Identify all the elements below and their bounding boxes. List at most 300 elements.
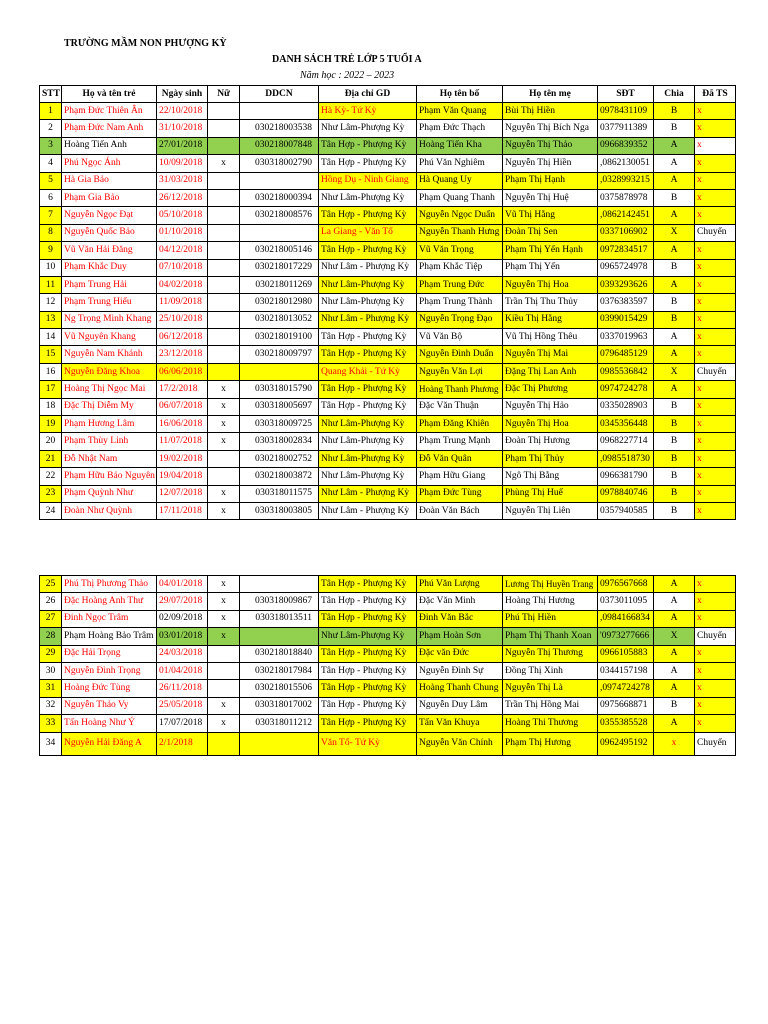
name-cell: Hoàng Thị Ngọc Mai bbox=[62, 381, 157, 398]
father-cell: Đỗ Văn Quân bbox=[417, 450, 503, 467]
dob-cell: 04/01/2018 bbox=[157, 576, 208, 593]
ddcn-cell: 030318015790 bbox=[240, 381, 319, 398]
mother-cell: Phạm Thị Yến bbox=[503, 259, 598, 276]
address-cell: Tân Hợp - Phượng Kỳ bbox=[319, 329, 417, 346]
father-cell: Đinh Văn Bắc bbox=[417, 610, 503, 627]
mother-cell: Kiều Thị Hằng bbox=[503, 311, 598, 328]
address-cell: Hà Kỳ- Tứ Kỳ bbox=[319, 103, 417, 120]
ddcn-cell: 030218018840 bbox=[240, 645, 319, 662]
ddcn-cell: 030318002790 bbox=[240, 155, 319, 172]
group-cell: B bbox=[654, 189, 695, 206]
address-cell: Như Lâm - Phượng Kỳ bbox=[319, 502, 417, 519]
status-cell: x bbox=[695, 294, 736, 311]
table-row bbox=[40, 593, 736, 610]
female-cell bbox=[208, 468, 240, 485]
father-cell: Phạm Đức Thạch bbox=[417, 120, 503, 137]
address-cell: Tân Hợp - Phượng Kỳ bbox=[319, 381, 417, 398]
mother-cell: Trần Thị Hồng Mai bbox=[503, 697, 598, 714]
status-cell: x bbox=[695, 189, 736, 206]
address-cell: Tân Hợp - Phượng Kỳ bbox=[319, 137, 417, 154]
ddcn-cell bbox=[240, 172, 319, 189]
stt-cell: 17 bbox=[40, 381, 62, 398]
phone-cell: ,0862130051 bbox=[598, 155, 654, 172]
phone-cell: 0972834517 bbox=[598, 242, 654, 259]
stt-cell: 5 bbox=[40, 172, 62, 189]
mother-cell: Phùng Thị Huế bbox=[503, 485, 598, 502]
female-cell bbox=[208, 680, 240, 697]
mother-cell: Nguyễn Thị Hoa bbox=[503, 276, 598, 293]
table-row bbox=[40, 697, 736, 714]
phone-cell: 0377911389 bbox=[598, 120, 654, 137]
father-cell: Đặc Văn Thuận bbox=[417, 398, 503, 415]
column-header: Nữ bbox=[208, 86, 240, 103]
phone-cell: 0966105883 bbox=[598, 645, 654, 662]
ddcn-cell: 030318002834 bbox=[240, 433, 319, 450]
mother-cell: Hoàng Thi Thương bbox=[503, 715, 598, 732]
dob-cell: 31/03/2018 bbox=[157, 172, 208, 189]
status-cell: x bbox=[695, 329, 736, 346]
female-cell bbox=[208, 242, 240, 259]
female-cell: x bbox=[208, 155, 240, 172]
table-row bbox=[40, 137, 736, 154]
status-cell: x bbox=[695, 485, 736, 502]
father-cell: Nguyễn Duy Lâm bbox=[417, 697, 503, 714]
table-row bbox=[40, 433, 736, 450]
ddcn-cell: 030318011575 bbox=[240, 485, 319, 502]
female-cell bbox=[208, 645, 240, 662]
address-cell: Như Lâm-Phượng Kỳ bbox=[319, 468, 417, 485]
column-header: SĐT bbox=[598, 86, 654, 103]
dob-cell: 19/02/2018 bbox=[157, 450, 208, 467]
ddcn-cell: 030218017229 bbox=[240, 259, 319, 276]
column-header: STT bbox=[40, 86, 62, 103]
table-row bbox=[40, 207, 736, 224]
name-cell: Hà Gia Bảo bbox=[62, 172, 157, 189]
group-cell: B bbox=[654, 450, 695, 467]
name-cell: Hoàng Đức Tùng bbox=[62, 680, 157, 697]
table-row bbox=[40, 224, 736, 241]
stt-cell: 6 bbox=[40, 189, 62, 206]
dob-cell: 07/10/2018 bbox=[157, 259, 208, 276]
name-cell: Phạm Thùy Linh bbox=[62, 433, 157, 450]
phone-cell: 0974724278 bbox=[598, 381, 654, 398]
female-cell: x bbox=[208, 697, 240, 714]
female-cell: x bbox=[208, 593, 240, 610]
stt-cell: 27 bbox=[40, 610, 62, 627]
group-cell: A bbox=[654, 276, 695, 293]
student-table-1 bbox=[39, 85, 736, 520]
mother-cell: Bùi Thị Hiền bbox=[503, 103, 598, 120]
table-row bbox=[40, 450, 736, 467]
column-header: Ngày sinh bbox=[157, 86, 208, 103]
stt-cell: 25 bbox=[40, 576, 62, 593]
ddcn-cell bbox=[240, 576, 319, 593]
stt-cell: 13 bbox=[40, 311, 62, 328]
column-header: Họ tên bố bbox=[417, 86, 503, 103]
phone-cell: 0985536842 bbox=[598, 363, 654, 380]
father-cell: Phạm Đức Tùng bbox=[417, 485, 503, 502]
ddcn-cell: 030218003538 bbox=[240, 120, 319, 137]
table-row bbox=[40, 645, 736, 662]
status-cell: Chuyển bbox=[695, 628, 736, 645]
group-cell: B bbox=[654, 311, 695, 328]
dob-cell: 26/12/2018 bbox=[157, 189, 208, 206]
name-cell: Phạm Trung Hiếu bbox=[62, 294, 157, 311]
group-cell: A bbox=[654, 242, 695, 259]
name-cell: Nguyễn Quốc Bảo bbox=[62, 224, 157, 241]
table-row bbox=[40, 120, 736, 137]
status-cell: x bbox=[695, 346, 736, 363]
father-cell: Tấn Văn Khuya bbox=[417, 715, 503, 732]
phone-cell: 0978840746 bbox=[598, 485, 654, 502]
address-cell: Tân Hợp - Phượng Kỳ bbox=[319, 346, 417, 363]
table-row bbox=[40, 680, 736, 697]
column-header: Chia bbox=[654, 86, 695, 103]
group-cell: A bbox=[654, 645, 695, 662]
mother-cell: Ngô Thị Bằng bbox=[503, 468, 598, 485]
name-cell: Đặc Hải Trọng bbox=[62, 645, 157, 662]
address-cell: Tân Hợp - Phượng Kỳ bbox=[319, 242, 417, 259]
dob-cell: 24/03/2018 bbox=[157, 645, 208, 662]
ddcn-cell: 030218009797 bbox=[240, 346, 319, 363]
status-cell: x bbox=[695, 137, 736, 154]
ddcn-cell: 030218013052 bbox=[240, 311, 319, 328]
name-cell: Nguyễn Đình Trọng bbox=[62, 662, 157, 679]
group-cell: X bbox=[654, 363, 695, 380]
father-cell: Nguyễn Trọng Đạo bbox=[417, 311, 503, 328]
name-cell: Phạm Hữu Bảo Nguyên bbox=[62, 468, 157, 485]
ddcn-cell bbox=[240, 103, 319, 120]
female-cell bbox=[208, 103, 240, 120]
name-cell: Nguyễn Thảo Vy bbox=[62, 697, 157, 714]
mother-cell: Đoàn Thị Sen bbox=[503, 224, 598, 241]
phone-cell: 0966381790 bbox=[598, 468, 654, 485]
ddcn-cell: 030318009725 bbox=[240, 416, 319, 433]
father-cell: Phú Văn Lượng bbox=[417, 576, 503, 593]
name-cell: Phú Thị Phương Thảo bbox=[62, 576, 157, 593]
name-cell: Đinh Ngọc Trâm bbox=[62, 610, 157, 627]
address-cell: Văn Tố- Tứ Kỳ bbox=[319, 732, 417, 755]
dob-cell: 25/10/2018 bbox=[157, 311, 208, 328]
column-header: DDCN bbox=[240, 86, 319, 103]
mother-cell: Phú Thị Hiền bbox=[503, 610, 598, 627]
mother-cell: Đồng Thị Xinh bbox=[503, 662, 598, 679]
stt-cell: 15 bbox=[40, 346, 62, 363]
name-cell: Phú Ngọc Ánh bbox=[62, 155, 157, 172]
status-cell: x bbox=[695, 242, 736, 259]
mother-cell: Nguyễn Thị Mai bbox=[503, 346, 598, 363]
address-cell: Tân Hợp - Phượng Kỳ bbox=[319, 697, 417, 714]
student-table-2 bbox=[39, 575, 736, 756]
father-cell: Nguyễn Ngọc Duẩn bbox=[417, 207, 503, 224]
group-cell: A bbox=[654, 381, 695, 398]
mother-cell: Nguyễn Thị Bích Nga bbox=[503, 120, 598, 137]
dob-cell: 17/2/2018 bbox=[157, 381, 208, 398]
phone-cell: 0355385528 bbox=[598, 715, 654, 732]
father-cell: Phạm Đăng Khiên bbox=[417, 416, 503, 433]
phone-cell: '0973277666 bbox=[598, 628, 654, 645]
address-cell: Như Lâm-Phượng Kỳ bbox=[319, 433, 417, 450]
phone-cell: 0399015429 bbox=[598, 311, 654, 328]
address-cell: Tân Hợp - Phượng Kỳ bbox=[319, 593, 417, 610]
mother-cell: Nguyễn Thị Liên bbox=[503, 502, 598, 519]
stt-cell: 20 bbox=[40, 433, 62, 450]
father-cell: Hà Quang Uy bbox=[417, 172, 503, 189]
address-cell: Tân Hợp - Phượng Kỳ bbox=[319, 680, 417, 697]
phone-cell: 0978431109 bbox=[598, 103, 654, 120]
name-cell: Phạm Khắc Duy bbox=[62, 259, 157, 276]
ddcn-cell: 030318009867 bbox=[240, 593, 319, 610]
mother-cell: Nguyễn Thị Hảo bbox=[503, 398, 598, 415]
name-cell: Nguyễn Hải Đăng A bbox=[62, 732, 157, 755]
dob-cell: 2/1/2018 bbox=[157, 732, 208, 755]
mother-cell: Trần Thị Thu Thủy bbox=[503, 294, 598, 311]
status-cell: x bbox=[695, 103, 736, 120]
female-cell bbox=[208, 363, 240, 380]
status-cell: x bbox=[695, 276, 736, 293]
stt-cell: 30 bbox=[40, 662, 62, 679]
school-name: TRƯỜNG MẦM NON PHƯỢNG KỲ bbox=[64, 38, 227, 49]
group-cell: B bbox=[654, 433, 695, 450]
ddcn-cell: 030218002752 bbox=[240, 450, 319, 467]
father-cell: Nguyễn Đình Duẩn bbox=[417, 346, 503, 363]
column-header: Họ tên mẹ bbox=[503, 86, 598, 103]
table-row bbox=[40, 259, 736, 276]
address-cell: Tân Hợp - Phượng Kỳ bbox=[319, 576, 417, 593]
name-cell: Ng Trọng Minh Khang bbox=[62, 311, 157, 328]
table-row bbox=[40, 242, 736, 259]
group-cell: X bbox=[654, 628, 695, 645]
dob-cell: 06/06/2018 bbox=[157, 363, 208, 380]
table-row bbox=[40, 189, 736, 206]
group-cell: A bbox=[654, 172, 695, 189]
stt-cell: 16 bbox=[40, 363, 62, 380]
group-cell: A bbox=[654, 715, 695, 732]
phone-cell: 0357940585 bbox=[598, 502, 654, 519]
dob-cell: 19/04/2018 bbox=[157, 468, 208, 485]
column-header: Địa chỉ GD bbox=[319, 86, 417, 103]
table-row bbox=[40, 610, 736, 627]
address-cell: Như Lâm-Phượng Kỳ bbox=[319, 276, 417, 293]
table-row bbox=[40, 502, 736, 519]
dob-cell: 06/12/2018 bbox=[157, 329, 208, 346]
group-cell: A bbox=[654, 329, 695, 346]
group-cell: A bbox=[654, 680, 695, 697]
phone-cell: 0337106902 bbox=[598, 224, 654, 241]
stt-cell: 9 bbox=[40, 242, 62, 259]
stt-cell: 21 bbox=[40, 450, 62, 467]
mother-cell: Vũ Thị Hằng bbox=[503, 207, 598, 224]
name-cell: Đoàn Như Quỳnh bbox=[62, 502, 157, 519]
group-cell: A bbox=[654, 207, 695, 224]
father-cell: Phú Văn Nghiêm bbox=[417, 155, 503, 172]
table-row bbox=[40, 485, 736, 502]
table-row bbox=[40, 172, 736, 189]
table-row bbox=[40, 715, 736, 732]
ddcn-cell: 030218005146 bbox=[240, 242, 319, 259]
phone-cell: 0345356448 bbox=[598, 416, 654, 433]
ddcn-cell: 030218011269 bbox=[240, 276, 319, 293]
female-cell: x bbox=[208, 715, 240, 732]
stt-cell: 7 bbox=[40, 207, 62, 224]
female-cell bbox=[208, 276, 240, 293]
ddcn-cell: 030218003872 bbox=[240, 468, 319, 485]
name-cell: Phạm Quỳnh Như bbox=[62, 485, 157, 502]
dob-cell: 01/04/2018 bbox=[157, 662, 208, 679]
group-cell: A bbox=[654, 593, 695, 610]
female-cell bbox=[208, 189, 240, 206]
column-header: Họ và tên trẻ bbox=[62, 86, 157, 103]
table-row bbox=[40, 662, 736, 679]
father-cell: Nguyễn Đình Sự bbox=[417, 662, 503, 679]
name-cell: Đặc Thị Diễm My bbox=[62, 398, 157, 415]
table-row bbox=[40, 416, 736, 433]
female-cell: x bbox=[208, 485, 240, 502]
father-cell: Phạm Trung Mạnh bbox=[417, 433, 503, 450]
dob-cell: 05/10/2018 bbox=[157, 207, 208, 224]
mother-cell: Đoàn Thị Hương bbox=[503, 433, 598, 450]
stt-cell: 24 bbox=[40, 502, 62, 519]
stt-cell: 14 bbox=[40, 329, 62, 346]
dob-cell: 12/07/2018 bbox=[157, 485, 208, 502]
stt-cell: 11 bbox=[40, 276, 62, 293]
dob-cell: 23/12/2018 bbox=[157, 346, 208, 363]
name-cell: Nguyễn Nam Khánh bbox=[62, 346, 157, 363]
mother-cell: Đặng Thị Lan Anh bbox=[503, 363, 598, 380]
phone-cell: 0796485129 bbox=[598, 346, 654, 363]
dob-cell: 03/01/2018 bbox=[157, 628, 208, 645]
female-cell: x bbox=[208, 502, 240, 519]
dob-cell: 17/11/2018 bbox=[157, 502, 208, 519]
mother-cell: Đặc Thị Phương bbox=[503, 381, 598, 398]
mother-cell: Nguyễn Thị Thương bbox=[503, 645, 598, 662]
female-cell bbox=[208, 172, 240, 189]
status-cell: x bbox=[695, 715, 736, 732]
dob-cell: 31/10/2018 bbox=[157, 120, 208, 137]
address-cell: Như Lâm - Phượng Kỳ bbox=[319, 311, 417, 328]
female-cell: x bbox=[208, 576, 240, 593]
table-row bbox=[40, 468, 736, 485]
father-cell: Phạm Trung Đức bbox=[417, 276, 503, 293]
name-cell: Vũ Nguyên Khang bbox=[62, 329, 157, 346]
dob-cell: 17/07/2018 bbox=[157, 715, 208, 732]
name-cell: Nguyễn Đăng Khoa bbox=[62, 363, 157, 380]
ddcn-cell bbox=[240, 224, 319, 241]
father-cell: Phạm Trung Thành bbox=[417, 294, 503, 311]
dob-cell: 16/06/2018 bbox=[157, 416, 208, 433]
stt-cell: 10 bbox=[40, 259, 62, 276]
female-cell: x bbox=[208, 381, 240, 398]
status-cell: x bbox=[695, 155, 736, 172]
address-cell: Tân Hợp - Phượng Kỳ bbox=[319, 207, 417, 224]
phone-cell: 0376383597 bbox=[598, 294, 654, 311]
female-cell bbox=[208, 450, 240, 467]
table-row bbox=[40, 103, 736, 120]
phone-cell: 0976567668 bbox=[598, 576, 654, 593]
stt-cell: 34 bbox=[40, 732, 62, 755]
ddcn-cell: 030218019100 bbox=[240, 329, 319, 346]
father-cell: Hoàng Tiến Kha bbox=[417, 137, 503, 154]
dob-cell: 22/10/2018 bbox=[157, 103, 208, 120]
female-cell bbox=[208, 294, 240, 311]
group-cell: B bbox=[654, 468, 695, 485]
dob-cell: 25/05/2018 bbox=[157, 697, 208, 714]
group-cell: A bbox=[654, 610, 695, 627]
name-cell: Tấn Hoàng Như Ý bbox=[62, 715, 157, 732]
table-row bbox=[40, 398, 736, 415]
dob-cell: 01/10/2018 bbox=[157, 224, 208, 241]
dob-cell: 26/11/2018 bbox=[157, 680, 208, 697]
table-row bbox=[40, 732, 736, 755]
address-cell: La Giang - Văn Tố bbox=[319, 224, 417, 241]
status-cell: x bbox=[695, 311, 736, 328]
group-cell: A bbox=[654, 137, 695, 154]
table-row bbox=[40, 294, 736, 311]
group-cell: A bbox=[654, 155, 695, 172]
name-cell: Phạm Gia Bảo bbox=[62, 189, 157, 206]
group-cell: B bbox=[654, 485, 695, 502]
ddcn-cell bbox=[240, 732, 319, 755]
group-cell: B bbox=[654, 259, 695, 276]
address-cell: Như Lâm-Phượng Kỳ bbox=[319, 294, 417, 311]
dob-cell: 11/07/2018 bbox=[157, 433, 208, 450]
stt-cell: 22 bbox=[40, 468, 62, 485]
stt-cell: 19 bbox=[40, 416, 62, 433]
address-cell: Như Lâm-Phượng Kỳ bbox=[319, 450, 417, 467]
father-cell: Phạm Hoàn Sơn bbox=[417, 628, 503, 645]
father-cell: Vũ Văn Bộ bbox=[417, 329, 503, 346]
father-cell: Vũ Văn Trọng bbox=[417, 242, 503, 259]
dob-cell: 10/09/2018 bbox=[157, 155, 208, 172]
status-cell: x bbox=[695, 450, 736, 467]
status-cell: x bbox=[695, 120, 736, 137]
mother-cell: Phạm Thị Yến Hạnh bbox=[503, 242, 598, 259]
stt-cell: 32 bbox=[40, 697, 62, 714]
table-header-row bbox=[40, 86, 736, 103]
female-cell bbox=[208, 662, 240, 679]
stt-cell: 23 bbox=[40, 485, 62, 502]
group-cell: B bbox=[654, 294, 695, 311]
status-cell: x bbox=[695, 207, 736, 224]
name-cell: Phạm Hoàng Bảo Trâm bbox=[62, 628, 157, 645]
school-year: Năm học : 2022 – 2023 bbox=[300, 70, 395, 81]
status-cell: x bbox=[695, 468, 736, 485]
status-cell: Chuyển bbox=[695, 732, 736, 755]
table-row bbox=[40, 576, 736, 593]
status-cell: x bbox=[695, 610, 736, 627]
father-cell: Phạm Quang Thanh bbox=[417, 189, 503, 206]
mother-cell: Lương Thị Huyền Trang bbox=[503, 576, 598, 593]
father-cell: Đặc Văn Minh bbox=[417, 593, 503, 610]
dob-cell: 04/02/2018 bbox=[157, 276, 208, 293]
status-cell: x bbox=[695, 172, 736, 189]
female-cell bbox=[208, 224, 240, 241]
stt-cell: 28 bbox=[40, 628, 62, 645]
phone-cell: 0965724978 bbox=[598, 259, 654, 276]
mother-cell: Phạm Thị Thủy bbox=[503, 450, 598, 467]
female-cell bbox=[208, 311, 240, 328]
table-row bbox=[40, 311, 736, 328]
phone-cell: ,0974724278 bbox=[598, 680, 654, 697]
group-cell: B bbox=[654, 416, 695, 433]
phone-cell: 0335028903 bbox=[598, 398, 654, 415]
ddcn-cell: 030218007848 bbox=[240, 137, 319, 154]
status-cell: x bbox=[695, 593, 736, 610]
stt-cell: 29 bbox=[40, 645, 62, 662]
father-cell: Nguyễn Văn Chính bbox=[417, 732, 503, 755]
dob-cell: 29/07/2018 bbox=[157, 593, 208, 610]
female-cell bbox=[208, 346, 240, 363]
